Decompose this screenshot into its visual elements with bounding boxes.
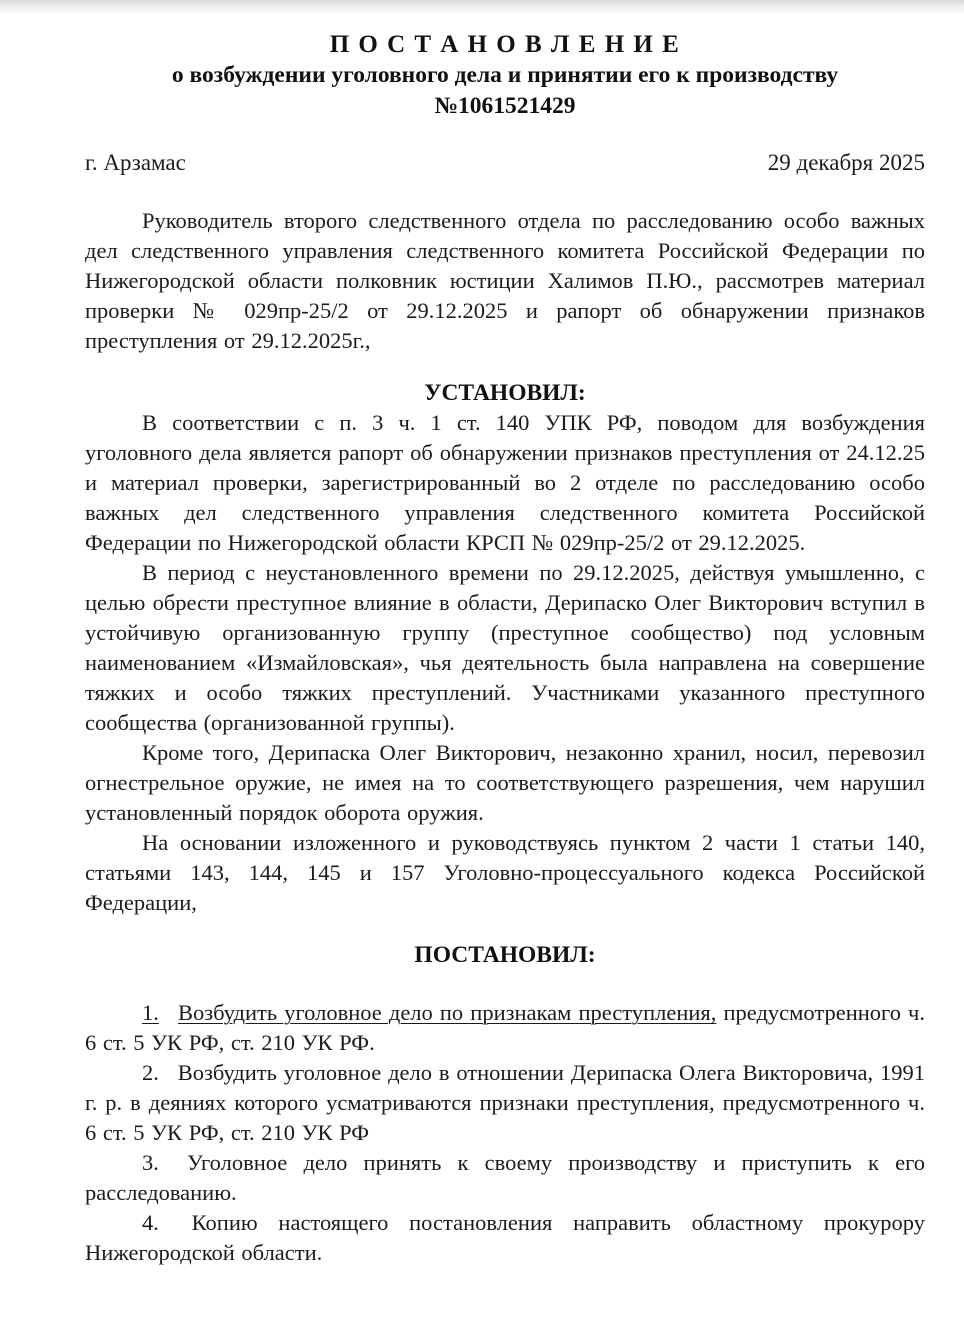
section-established (85, 378, 925, 918)
date-label: 29 декабря 2025 (767, 150, 925, 175)
resolved-item-3 (85, 1148, 925, 1208)
item-2-number: 2. (142, 1060, 159, 1085)
document-header (85, 30, 925, 178)
place-date-row (85, 148, 925, 178)
item-4-number: 4. (142, 1210, 159, 1235)
item-3-text: Уголовное дело принять к своему производству и приступить к его расследованию. (85, 1150, 925, 1205)
item-2-text: Возбудить уголовное дело в отношении Дерипаска Олега Викторовича, 1991 г. р. в деяниях которого усматриваются признаки преступления, предусмотренного ч. 6 ст. 5 УК РФ, ст. 210 УК РФ (85, 1060, 925, 1145)
item-3-number: 3. (142, 1150, 159, 1175)
established-paragraph-3: Кроме того, Дерипаска Олег Викторович, незаконно хранил, носил, перевозил огнестрельное оружие, не имея на то соответствующего разрешения, чем нарушил установленный порядок оборота оружия. (85, 740, 925, 825)
item-1-text: предусмотренного ч. 6 ст. 5 УК РФ, ст. 210 УК РФ. (85, 1000, 925, 1055)
resolved-item-1 (85, 998, 925, 1058)
place-label: г. Арзамас (85, 150, 186, 175)
resolved-item-2 (85, 1058, 925, 1148)
resolved-item-4 (85, 1208, 925, 1268)
item-1-text-underlined: Возбудить уголовное дело по признакам преступления, (177, 1000, 717, 1025)
document-subtitle: о возбуждении уголовного дела и принятии его к производству (171, 62, 839, 88)
item-4-text: Копию настоящего постановления направить областному прокурору Нижегородской области. (85, 1210, 926, 1265)
resolved-heading: ПОСТАНОВИЛ: (414, 942, 596, 968)
established-paragraph-4: На основании изложенного и руководствуясь пунктом 2 части 1 статьи 140, статьями 143, 144, 145 и 157 Уголовно-процессуального кодекса Российской Федерации, (85, 830, 925, 915)
item-1-number: 1. (142, 1000, 159, 1025)
established-paragraph-2: В период с неустановленного времени по 29.12.2025, действуя умышленно, с целью обрести преступное влияние в области, Дерипаско Олег Викторович вступил в устойчивую организованную группу (преступное сообщество) под условным наименованием «Измайловская», чья деятельность была направлена на совершение тяжких и особо тяжких преступлений. Участниками указанного преступного сообщества (организованной группы). (85, 560, 925, 735)
established-paragraph-1: В соответствии с п. 3 ч. 1 ст. 140 УПК РФ, поводом для возбуждения уголовного дела является рапорт об обнаружении признаков преступления от 24.12.25 и материал проверки, зарегистрированный во 2 отделе по расследованию особо важных дел следственного управления следственного комитета Российской Федерации по Нижегородской области КРСП № 029пр-25/2 от 29.12.2025. (85, 410, 925, 555)
established-heading: УСТАНОВИЛ: (424, 380, 586, 406)
preamble-paragraph: Руководитель второго следственного отдела по расследованию особо важных дел следственного управления следственного комитета Российской Федерации по Нижегородской области полковник юстиции Халимов П.Ю., рассмотрев материал проверки № 029пр-25/2 от 29.12.2025 и рапорт об обнаружении признаков преступления от 29.12.2025г., (85, 208, 925, 353)
case-number: №1061521429 (434, 93, 576, 119)
section-resolved (85, 940, 925, 1268)
document-title: П О С Т А Н О В Л Е Н И Е (329, 31, 681, 58)
